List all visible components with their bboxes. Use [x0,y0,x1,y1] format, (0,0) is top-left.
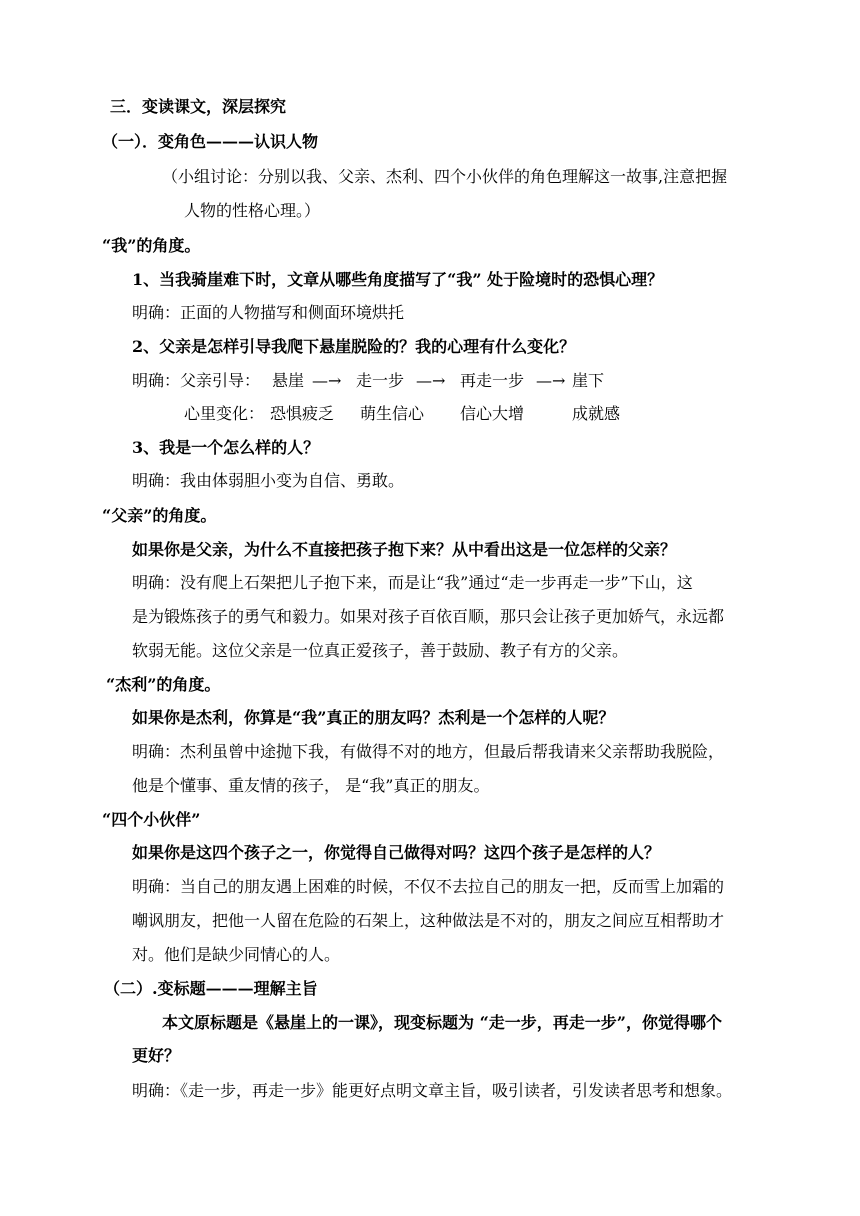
part2-answer: 明确：《走一步，再走一步》能更好点明文章主旨，吸引读者，引发读者思考和想象。 [132,1081,733,1100]
guide-row [132,370,832,392]
jerry-answer-line2: 他是个懂事、重友情的孩子， 是“我”真正的朋友。 [132,776,490,795]
guide-step-3: 再走一步 [460,371,525,390]
friends-question: 如果你是这四个孩子之一，你觉得自己做得对吗？这四个孩子是怎样的人？ [132,843,661,862]
me-question-3: 3、我是一个怎么样的人？ [132,438,320,457]
arrow-icon: —→ [536,371,566,390]
arrow-icon: —→ [416,371,446,390]
arrow-icon: —→ [312,371,342,390]
instruction-line1: （小组讨论：分别以我、父亲、杰利、四个小伙伴的角色理解这一故事,注意把握 [162,167,728,186]
mood-label: 心里变化： [184,404,265,423]
me-heading: “我”的角度。 [102,236,201,255]
me-question-1: 1、当我骑崖难下时，文章从哪些角度描写了“我” 处于险境时的恐惧心理？ [132,270,664,289]
jerry-heading: “杰利”的角度。 [106,675,221,694]
me-answer-3: 明确：我由体弱胆小变为自信、勇敢。 [132,471,405,490]
father-heading: “父亲”的角度。 [102,506,217,525]
me-question-2: 2、父亲是怎样引导我爬下悬崖脱险的？我的心理有什么变化？ [132,337,576,356]
father-answer-line3: 软弱无能。这位父亲是一位真正爱孩子，善于鼓励、教子有方的父亲。 [132,641,629,660]
father-answer-line1: 明确：没有爬上石架把儿子抱下来，而是让“我”通过“走一步再走一步”下山，这 [132,573,693,592]
friends-answer-line1: 明确：当自己的朋友遇上困难的时候，不仅不去拉自己的朋友一把，反而雪上加霜的 [132,877,725,896]
mood-step-2: 萌生信心 [360,404,425,423]
part2-question-line2: 更好？ [132,1046,181,1065]
father-answer-line2: 是为锻炼孩子的勇气和毅力。如果对孩子百依百顺，那只会让孩子更加娇气，永远都 [132,607,725,626]
guide-step-1: 悬崖 [272,371,305,390]
instruction-line2: 人物的性格心理。） [184,201,321,220]
mood-row [184,403,834,425]
part2-heading: （二）.变标题———理解主旨 [104,979,318,998]
mood-step-3: 信心大增 [460,404,525,423]
jerry-answer-line1: 明确：杰利虽曾中途抛下我，有做得不对的地方，但最后帮我请来父亲帮助我脱险， [132,742,725,761]
guide-step-4: 崖下 [572,371,605,390]
guide-label: 明确：父亲引导： [132,371,261,390]
guide-step-2: 走一步 [356,371,405,390]
friends-answer-line3: 对。他们是缺少同情心的人。 [132,945,341,964]
mood-step-4: 成就感 [572,404,621,423]
friends-heading: “四个小伙伴” [102,810,201,829]
friends-answer-line2: 嘲讽朋友，把他一人留在危险的石架上，这种做法是不对的，朋友之间应互相帮助才 [132,911,725,930]
father-question: 如果你是父亲，为什么不直接把孩子抱下来？从中看出这是一位怎样的父亲？ [132,540,677,559]
part1-heading: （一）．变角色———认识人物 [102,132,319,151]
part2-question-line1: 本文原标题是《悬崖上的一课》，现变标题为 “走一步，再走一步”，你觉得哪个 [162,1013,722,1032]
section3-title: 三．变读课文，深层探究 [110,97,287,116]
jerry-question: 如果你是杰利，你算是“我”真正的朋友吗？杰利是一个怎样的人呢？ [132,708,615,727]
mood-step-1: 恐惧疲乏 [270,404,335,423]
me-answer-1: 明确：正面的人物描写和侧面环境烘托 [132,303,405,322]
